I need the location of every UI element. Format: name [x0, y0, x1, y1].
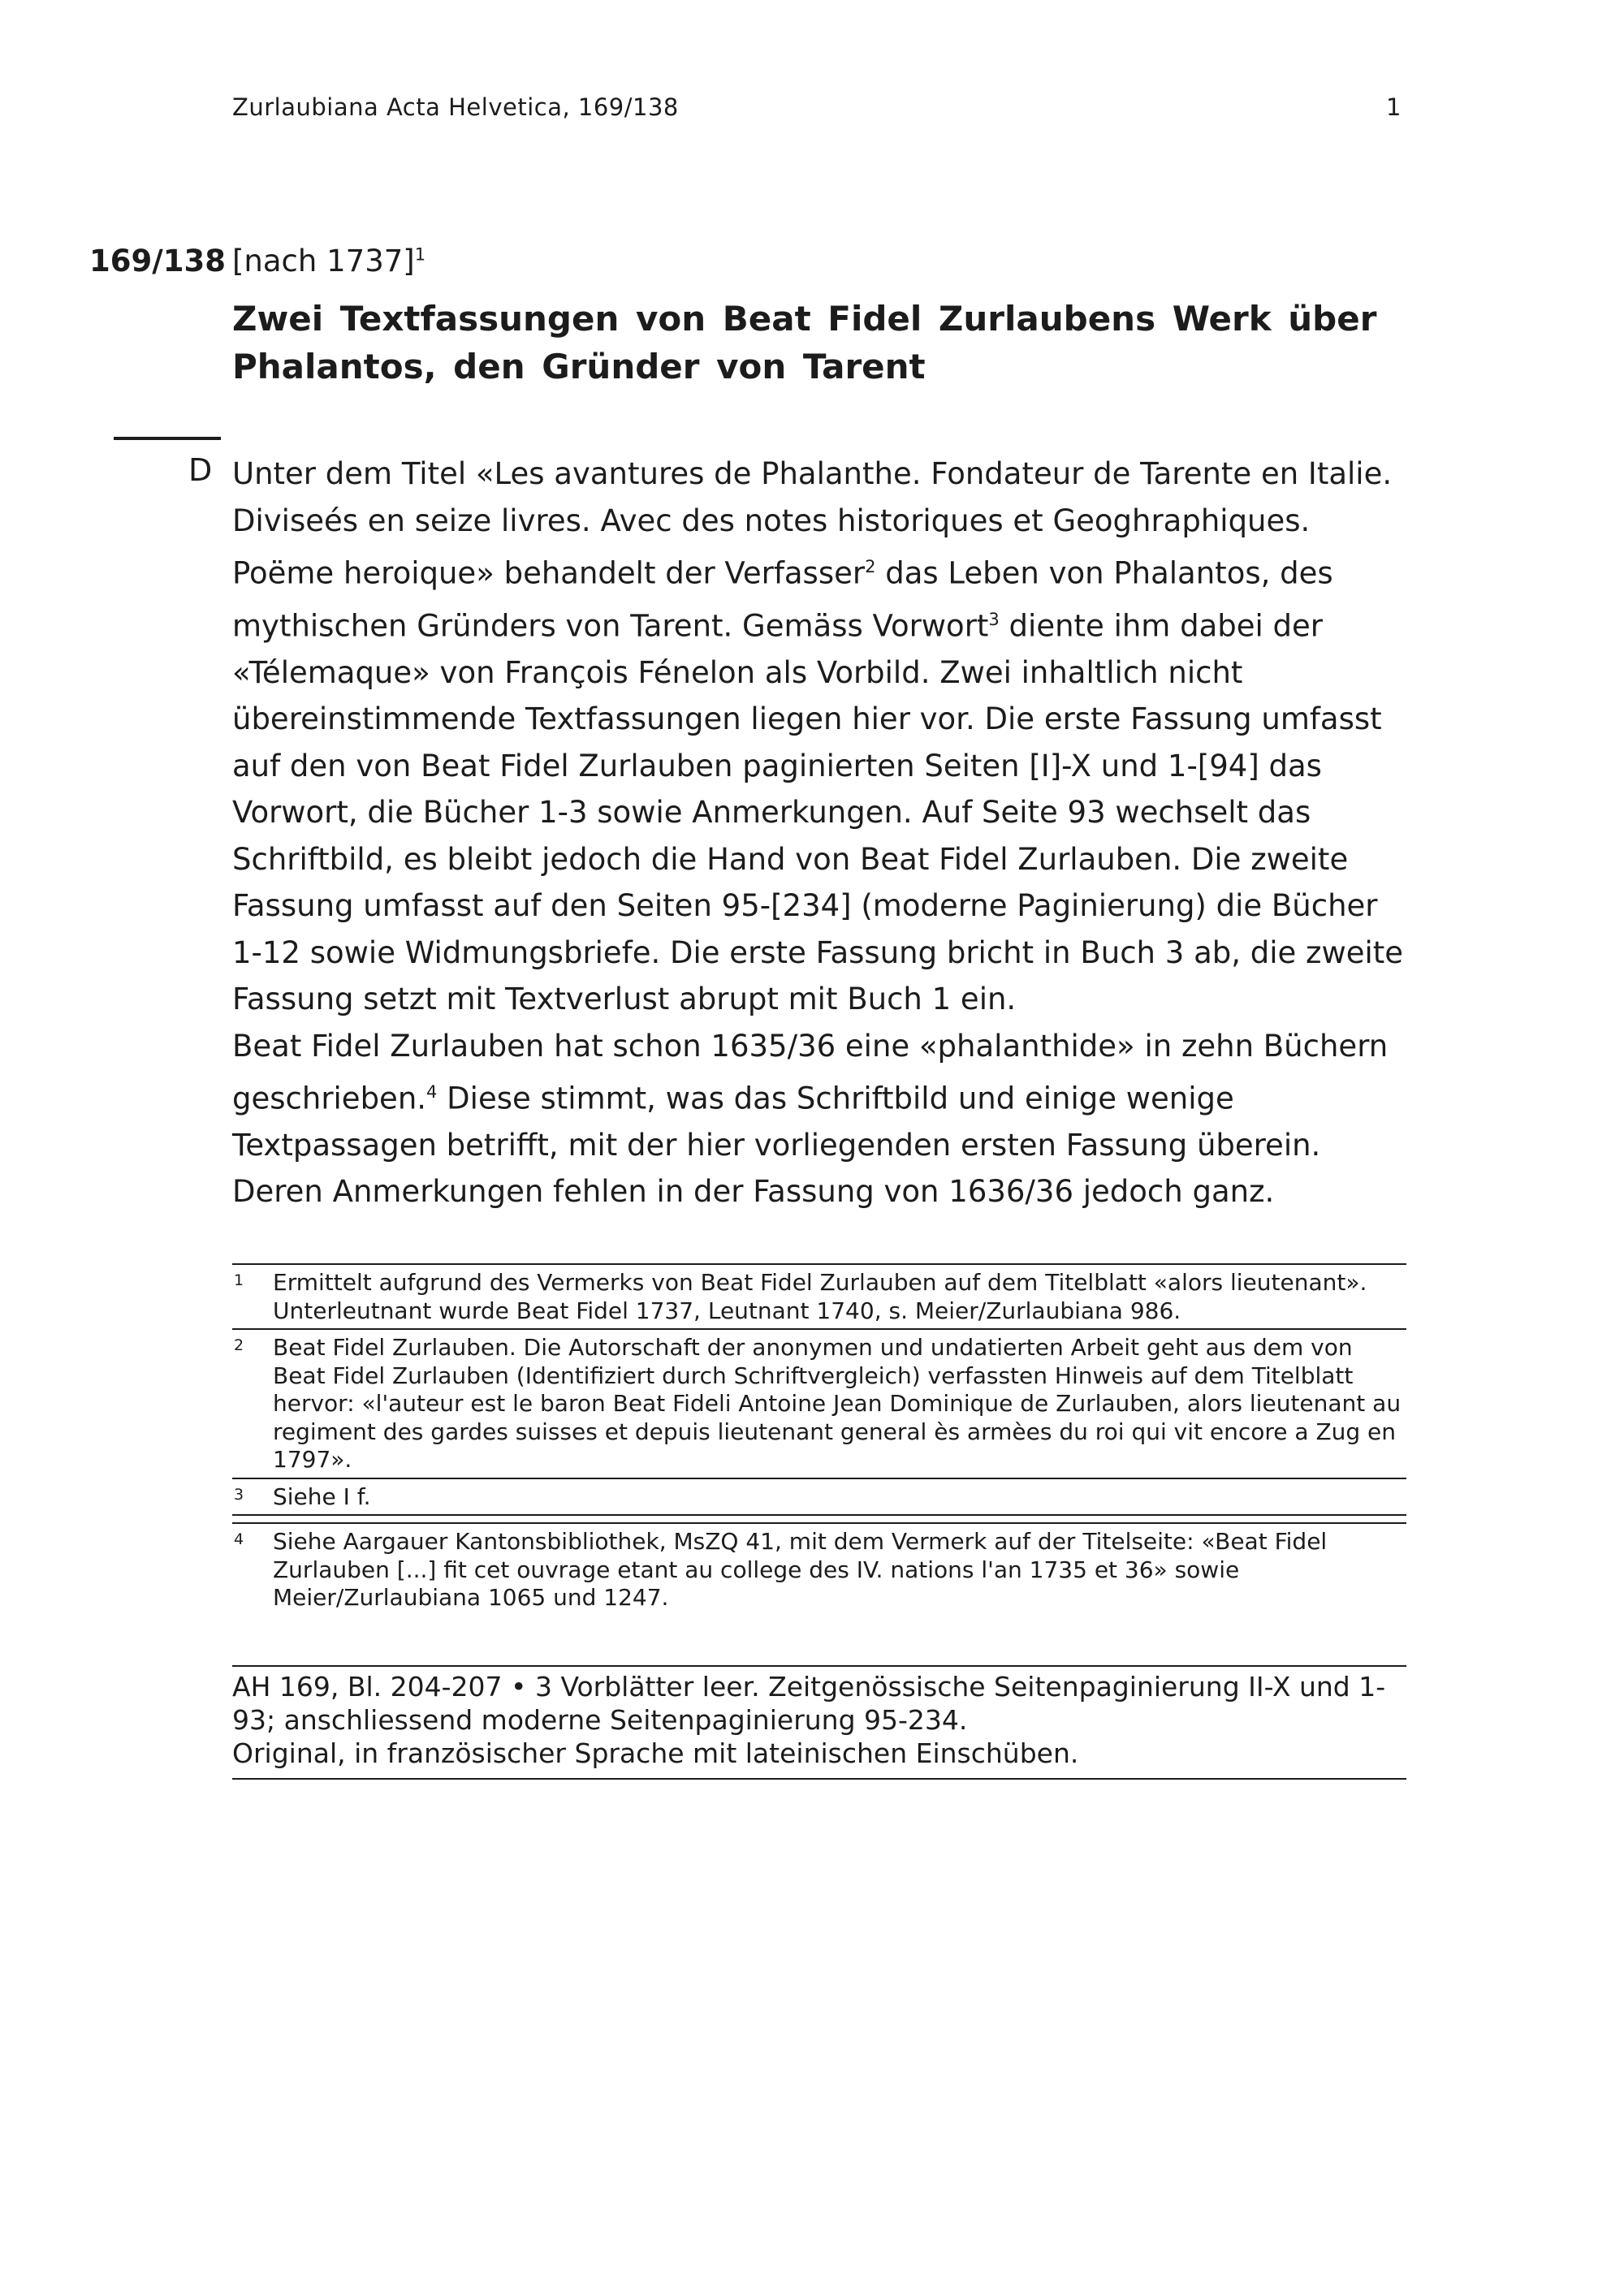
entry-title [232, 295, 1402, 391]
paragraph-2-text-a: Beat Fidel Zurlauben hat schon 1635/36 eine «phalanthide» in zehn Büchern geschrieben. [232, 1028, 1389, 1116]
source-line-2: Original, in französischer Sprache mit lateinischen Einschüben. [232, 1737, 1079, 1769]
description-paragraph-2 [232, 1023, 1410, 1215]
section-marker-rule [114, 437, 221, 440]
entry-title-line-2: Phalantos, den Gründer von Tarent [232, 347, 926, 386]
footnotes [232, 1263, 1406, 1616]
footnote-1 [232, 1263, 1406, 1328]
footnote-2-mark: 2 [234, 1336, 244, 1354]
footnote-ref-4[interactable]: 4 [426, 1082, 438, 1103]
footnote-1-text: Ermittelt aufgrund des Vermerks von Beat Fidel Zurlauben auf dem Titelblatt «alors lieutenant». Unterleutnant wurde Beat Fidel 1737, Leutnant 1740, s. Meier/Zurlaubiana 986. [273, 1269, 1367, 1324]
footnote-2-text: Beat Fidel Zurlauben. Die Autorschaft der anonymen und undatierten Arbeit geht aus dem von Beat Fidel Zurlauben (Identifiziert durch Schriftvergleich) verfassten Hinweis auf dem Titelblatt hervor: «l'auteur est le baron Beat Fideli Antoine Jean Dominique de Zurlauben, alors lieutenant au regiment des gardes suisses et depuis lieutenant general ès armèes du roi qui vit encore a Zug en 1797». [273, 1334, 1402, 1473]
running-head [232, 93, 1402, 134]
source-description [232, 1665, 1406, 1780]
entry-number: 169/138 [89, 244, 226, 278]
entry-date-text: [nach 1737] [232, 244, 415, 278]
footnote-2 [232, 1328, 1406, 1478]
entry-title-line-1: Zwei Textfassungen von Beat Fidel Zurlaubens Werk über [232, 299, 1377, 339]
paragraph-1-text-c: diente ihm dabei der «Télemaque» von François Fénelon als Vorbild. Zwei inhaltlich nicht übereinstimmende Textfassungen liegen hier vor. Die erste Fassung umfasst auf den von Beat Fidel Zurlauben paginierten Seiten [I]-X und 1-[94] das Vorwort, die Bücher 1-3 sowie Anmerkungen. Auf Seite 93 wechselt das Schriftbild, es bleibt jedoch die Hand von Beat Fidel Zurlauben. Die zweite Fassung umfasst auf den Seiten 95-[234] (moderne Paginierung) die Bücher 1-12 sowie Widmungsbriefe. Die erste Fassung bricht in Buch 3 ab, die zweite Fassung setzt mit Textverlust abrupt mit Buch 1 ein. [232, 608, 1404, 1017]
entry-date [232, 244, 425, 278]
paragraph-1-text-a: Unter dem Titel «Les avantures de Phalanthe. Fondateur de Tarente en Italie. Diviseés en seize livres. Avec des notes historiques et Geoghraphiques. Poëme heroique» behandelt der Verfasser [232, 456, 1393, 591]
paragraph-1-text-b: das Leben von Phalantos, des mythischen Gründers von Tarent. Gemäss Vorwort [232, 555, 1333, 644]
footnote-3 [232, 1478, 1406, 1517]
source-line-1: AH 169, Bl. 204-207 • 3 Vorblätter leer. Zeitgenössische Seitenpaginierung II-X und 1-93; anschliessend moderne Seitenpaginierung 95-234. [232, 1671, 1386, 1736]
footnote-1-mark: 1 [234, 1271, 244, 1289]
footnote-4 [232, 1522, 1406, 1616]
running-title: Zurlaubiana Acta Helvetica, 169/138 [232, 93, 679, 121]
footnote-4-mark: 4 [234, 1530, 244, 1548]
section-letter: D [188, 452, 213, 488]
page-number: 1 [1386, 93, 1402, 121]
footnote-ref-1[interactable]: 1 [414, 244, 426, 265]
footnote-3-text: Siehe I f. [273, 1482, 371, 1510]
description-body [232, 451, 1410, 1215]
paragraph-2-text-b: Diese stimmt, was das Schriftbild und einige wenige Textpassagen betrifft, mit der hier vorliegenden ersten Fassung überein. Deren Anmerkungen fehlen in der Fassung von 1636/36 jedoch ganz. [232, 1081, 1321, 1210]
footnote-ref-2[interactable]: 2 [865, 557, 876, 576]
footnote-ref-3[interactable]: 3 [988, 609, 1000, 629]
footnote-4-text: Siehe Aargauer Kantonsbibliothek, MsZQ 41, mit dem Vermerk auf der Titelseite: «Beat Fidel Zurlauben [...] fit cet ouvrage etant au college des IV. nations l'an 1735 et 36» sowie Meier/Zurlaubiana 1065 und 1247. [273, 1528, 1328, 1611]
footnote-3-mark: 3 [234, 1485, 244, 1504]
description-paragraph-1 [232, 451, 1410, 1023]
